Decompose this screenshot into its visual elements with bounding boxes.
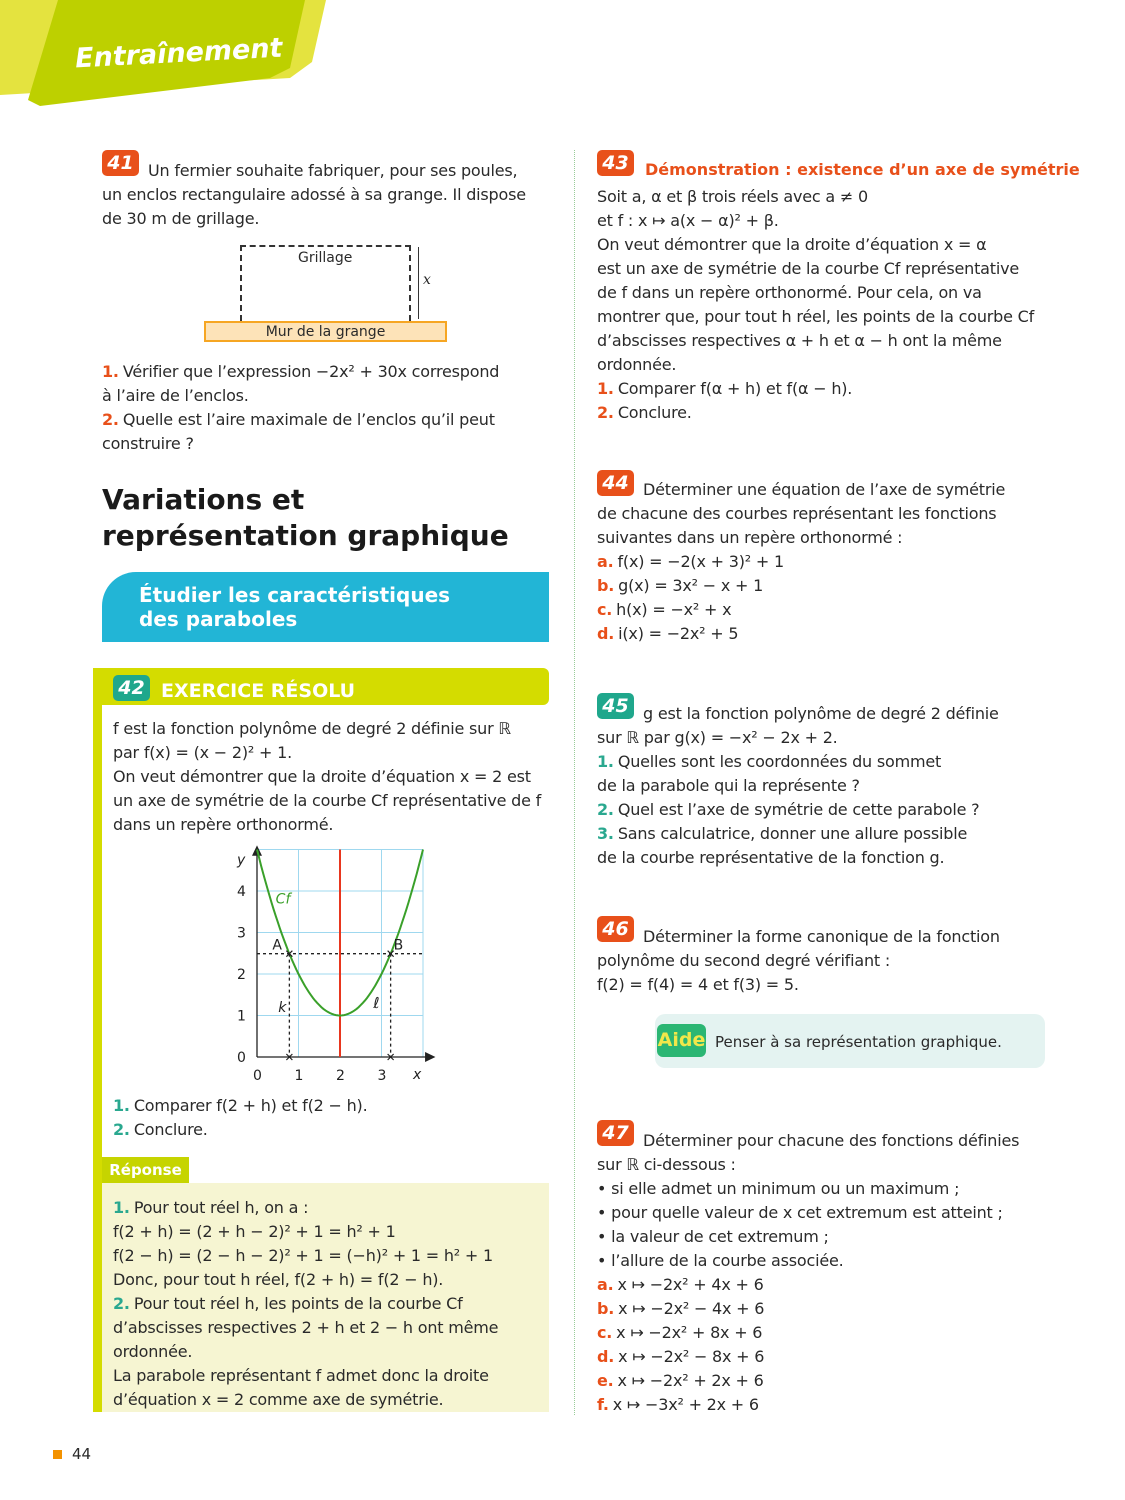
line-text: construire ? [102,434,194,453]
text-line [597,1177,1047,1201]
exercise-number-badge: 44 [597,470,634,496]
line-text: x ↦ −2x² + 8x + 6 [616,1323,763,1342]
item-number: 1. [597,379,614,398]
height-label: x [423,272,431,288]
exercise-number-badge: 41 [102,150,139,176]
line-text: Vérifier que l’expression −2x² + 30x correspond [122,362,500,381]
text-line [597,478,1047,502]
text-line [597,257,1047,281]
line-text: un enclos rectangulaire adossé à sa grange. Il dispose [102,185,526,204]
line-text: x ↦ −2x² + 2x + 6 [617,1371,764,1390]
exercise-47-text [597,1129,1047,1417]
line-text: f est la fonction polynôme de degré 2 définie sur ℝ [113,719,511,738]
text-line [597,750,1047,774]
text-line [113,1292,553,1316]
x-tick-label: 3 [377,1068,387,1084]
item-number: c. [597,1323,613,1342]
line-text: sur ℝ par g(x) = −x² − 2x + 2. [597,728,838,747]
line-text: x ↦ −2x² + 4x + 6 [617,1275,764,1294]
text-line [597,329,1047,353]
line-text: Pour tout réel h, les points de la courbe Cf [133,1294,463,1313]
text-line [597,209,1047,233]
text-line [597,846,1047,870]
text-line [597,822,1047,846]
text-line [113,765,553,789]
exercise-number-badge: 46 [597,916,634,942]
text-line [102,207,552,231]
line-text: g(x) = 3x² − x + 1 [618,576,764,595]
line-text: On veut démontrer que la droite d’équation x = 2 est [113,767,531,786]
item-number: 2. [113,1120,130,1139]
answer-tab: Réponse [102,1157,189,1183]
y-tick-label: 4 [237,884,246,900]
line-text: d’abscisses respectives α + h et α − h ont la même [597,331,1002,350]
item-number: a. [597,1275,614,1294]
text-line [113,1220,553,1244]
line-text: et f : x ↦ a(x − α)² + β. [597,211,779,230]
line-text: On veut démontrer que la droite d’équation x = α [597,235,987,254]
exercise-41-questions [102,360,552,456]
text-line [113,1268,553,1292]
text-line [113,741,553,765]
text-line [113,813,553,837]
line-text: Comparer f(2 + h) et f(2 − h). [133,1096,368,1115]
text-line [113,1340,553,1364]
text-line [113,789,553,813]
exercise-number-badge: 43 [597,150,634,176]
line-text: polynôme du second degré vérifiant : [597,951,891,970]
answer-text [113,1196,553,1412]
text-line [113,1316,553,1340]
line-text: Comparer f(α + h) et f(α − h). [617,379,853,398]
text-line [597,925,1047,949]
topic-banner [102,572,549,642]
item-number: 2. [113,1294,130,1313]
text-line [113,717,553,741]
text-line [113,1094,553,1118]
item-number: b. [597,576,615,595]
fence-label: Grillage [298,250,353,266]
text-line [597,281,1047,305]
item-number: 2. [102,410,119,429]
text-line [597,949,1047,973]
item-number: 1. [113,1096,130,1115]
text-line [597,233,1047,257]
line-text: Sans calculatrice, donner une allure possible [617,824,968,843]
line-text: de f dans un repère orthonormé. Pour cela, on va [597,283,982,302]
line-text: d’abscisses respectives 2 + h et 2 − h ont même [113,1318,499,1337]
text-line [597,305,1047,329]
line-text: Conclure. [133,1120,208,1139]
line-text: • si elle admet un minimum ou un maximum ; [597,1179,960,1198]
height-arrow [418,247,419,319]
line-text: sur ℝ ci-dessous : [597,1155,736,1174]
text-line [597,401,1047,425]
exercise-44-text [597,478,1047,646]
text-line [597,598,1047,622]
item-number: e. [597,1371,614,1390]
line-text: • la valeur de cet extremum ; [597,1227,829,1246]
line-text: f(2 + h) = (2 + h − 2)² + 1 = h² + 1 [113,1222,396,1241]
line-text: un axe de symétrie de la courbe Cf représentative de f [113,791,542,810]
text-line [597,574,1047,598]
text-line [597,1273,1047,1297]
text-line [113,1118,553,1142]
line-text: d’équation x = 2 comme axe de symétrie. [113,1390,444,1409]
x-axis-arrow-icon [425,1052,435,1062]
text-line [113,1364,553,1388]
section-heading [102,482,509,554]
line-text: suivantes dans un repère orthonormé : [597,528,903,547]
item-number: 1. [102,362,119,381]
line-text: f(2) = f(4) = 4 et f(3) = 5. [597,975,799,994]
line-text: Conclure. [617,403,692,422]
text-line [597,726,1047,750]
exercise-46-text [597,925,1047,997]
line-text: de la courbe représentative de la fonction g. [597,848,945,867]
text-line [597,1345,1047,1369]
page-number: 44 [72,1445,92,1463]
text-line [597,526,1047,550]
line-text: Quelles sont les coordonnées du sommet [617,752,942,771]
text-line [597,798,1047,822]
line-text: g est la fonction polynôme de degré 2 définie [643,704,999,723]
hint-badge: Aide [657,1024,706,1057]
text-line [597,1321,1047,1345]
line-text: Soit a, α et β trois réels avec a ≠ 0 [597,187,868,206]
item-number: f. [597,1395,609,1414]
line-text: f(2 − h) = (2 − h − 2)² + 1 = (−h)² + 1 = h² + 1 [113,1246,493,1265]
text-line [597,702,1047,726]
item-number: 3. [597,824,614,843]
section-heading-line: Variations et [102,483,305,516]
item-number: 1. [113,1198,130,1217]
text-line [597,1129,1047,1153]
y-tick-label: 1 [237,1008,246,1025]
line-text: montrer que, pour tout h réel, les points de la courbe Cf [597,307,1035,326]
text-line [102,432,552,456]
line-label-k: k [278,1000,287,1017]
item-number: a. [597,552,614,571]
text-line [597,1153,1047,1177]
text-line [102,384,552,408]
text-line [597,185,1047,209]
point-label: B [393,937,404,954]
text-line [597,377,1047,401]
line-text: par f(x) = (x − 2)² + 1. [113,743,292,762]
line-text: Quel est l’axe de symétrie de cette parabole ? [617,800,980,819]
line-text: • l’allure de la courbe associée. [597,1251,844,1270]
item-number: c. [597,600,613,619]
exercise-43-text [597,185,1047,425]
text-line [597,1249,1047,1273]
line-text: f(x) = −2(x + 3)² + 1 [617,552,784,571]
text-line [102,183,552,207]
page-title: Entraînement [74,32,284,75]
line-text: La parabole représentant f admet donc la droite [113,1366,489,1385]
line-text: à l’aire de l’enclos. [102,386,249,405]
line-text: x ↦ −3x² + 2x + 6 [612,1395,759,1414]
section-heading-line: représentation graphique [102,519,509,552]
line-label-l: ℓ [373,994,380,1013]
topic-banner-line: Étudier les caractéristiques [139,583,451,607]
text-line [597,550,1047,574]
text-line [597,622,1047,646]
solved-exercise-bar [93,668,102,1412]
line-text: Déterminer une équation de l’axe de symétrie [643,480,1006,499]
text-line [597,1201,1047,1225]
line-text: Quelle est l’aire maximale de l’enclos qu’il peut [122,410,495,429]
exercise-45-text [597,702,1047,870]
exercise-number-badge: 47 [597,1120,634,1146]
x-tick-label: 2 [336,1068,345,1084]
curve-label: Cf [275,891,291,908]
exercise-43-title: Démonstration : existence d’un axe de symétrie [645,160,1080,179]
topic-banner-line: des paraboles [139,607,298,631]
y-tick-label: 3 [237,925,246,942]
line-text: • pour quelle valeur de x cet extremum est atteint ; [597,1203,1003,1222]
text-line [597,973,1047,997]
x-axis-label: x [413,1067,422,1083]
wall-label: Mur de la grange [204,321,447,342]
line-text: x ↦ −2x² − 4x + 6 [618,1299,765,1318]
y-tick-label: 0 [237,1050,246,1066]
line-text: ordonnée. [113,1342,193,1361]
exercise-42-text [113,717,553,837]
line-text: de chacune des courbes représentant les fonctions [597,504,997,523]
line-text: dans un repère orthonormé. [113,815,334,834]
line-text: Pour tout réel h, on a : [133,1198,309,1217]
text-line [597,1297,1047,1321]
text-line [113,1196,553,1220]
solved-exercise-title: EXERCICE RÉSOLU [161,680,356,702]
text-line [597,1393,1047,1417]
item-number: d. [597,624,615,643]
y-tick-label: 2 [237,967,246,983]
line-text: de 30 m de grillage. [102,209,260,228]
item-number: 2. [597,800,614,819]
line-text: Un fermier souhaite fabriquer, pour ses poules, [148,161,518,180]
line-text: Déterminer la forme canonique de la fonction [643,927,1000,946]
line-text: x ↦ −2x² − 8x + 6 [618,1347,765,1366]
column-divider [574,150,575,1415]
point-label: A [272,937,282,954]
parabola-graph [225,843,440,1088]
line-text: de la parabole qui la représente ? [597,776,860,795]
line-text: Déterminer pour chacune des fonctions définies [643,1131,1020,1150]
line-text: h(x) = −x² + x [616,600,732,619]
text-line [597,353,1047,377]
exercise-42-questions [113,1094,553,1142]
exercise-number-badge: 42 [113,675,150,701]
item-number: 2. [597,403,614,422]
x-tick-label: 1 [294,1068,304,1084]
text-line [597,774,1047,798]
line-text: Donc, pour tout h réel, f(2 + h) = f(2 − h). [113,1270,444,1289]
text-line [113,1244,553,1268]
exercise-41-text [102,159,552,231]
x-tick-label: 0 [253,1068,262,1084]
line-text: i(x) = −2x² + 5 [618,624,739,643]
exercise-number-badge: 45 [597,693,634,719]
text-line [113,1388,553,1412]
line-text: ordonnée. [597,355,677,374]
text-line [597,502,1047,526]
text-line [597,1369,1047,1393]
text-line [102,360,552,384]
text-line [102,159,552,183]
text-line [597,1225,1047,1249]
hint-text: Penser à sa représentation graphique. [715,1033,1002,1051]
page-marker-icon [53,1450,62,1459]
text-line [102,408,552,432]
item-number: d. [597,1347,615,1366]
item-number: 1. [597,752,614,771]
y-axis-label: y [237,852,246,869]
line-text: est un axe de symétrie de la courbe Cf représentative [597,259,1019,278]
item-number: b. [597,1299,615,1318]
